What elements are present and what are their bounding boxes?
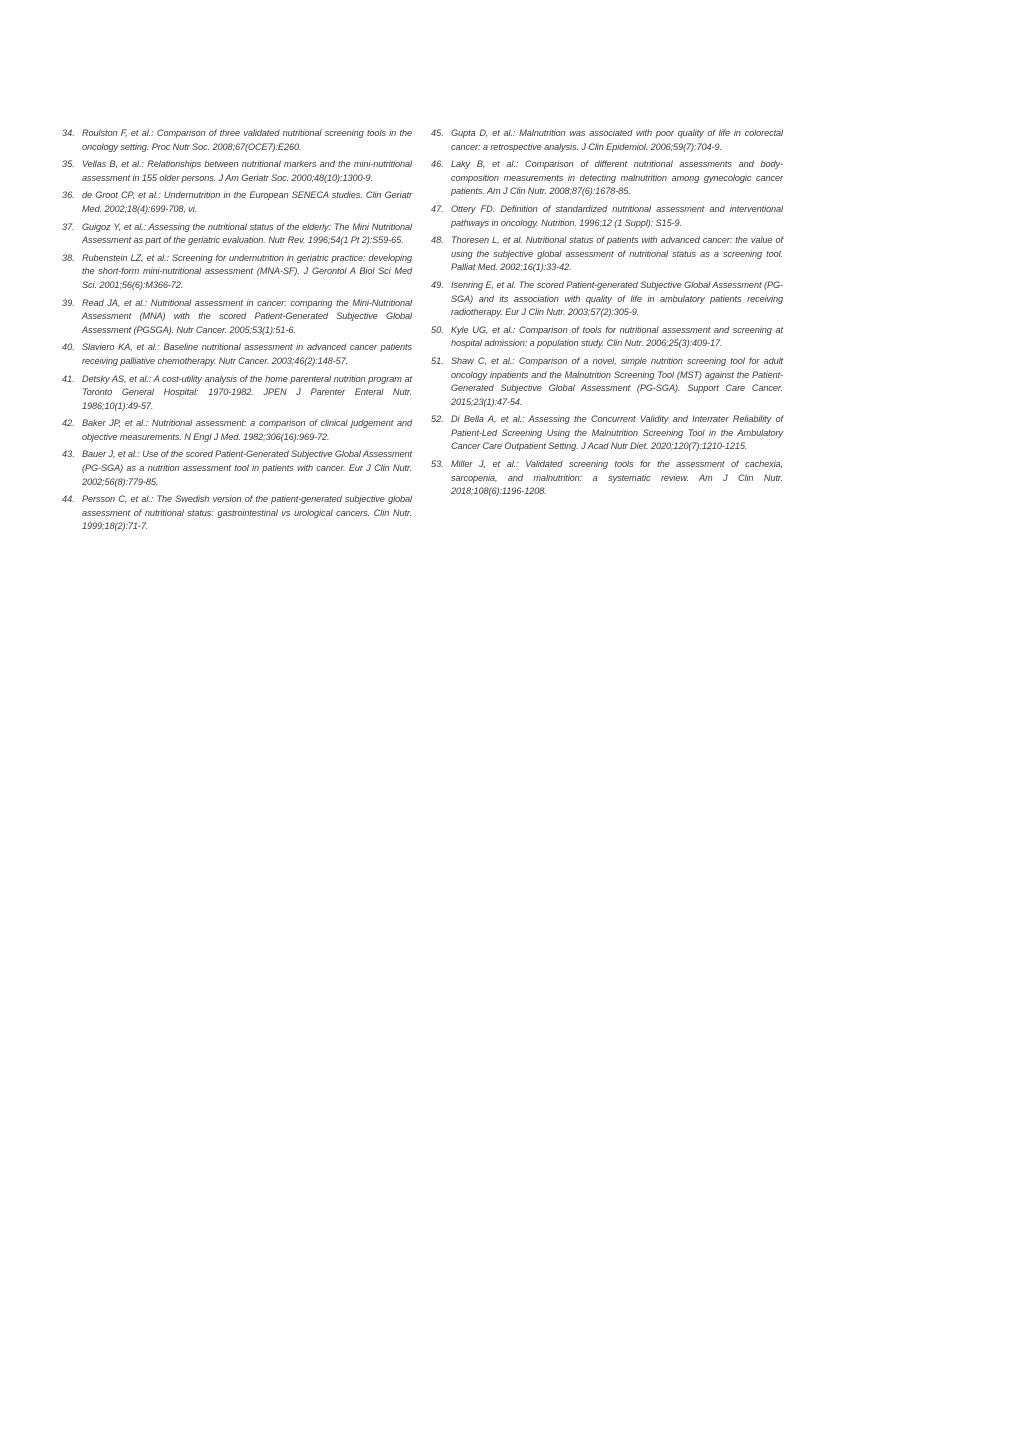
reference-item — [62, 221, 412, 248]
reference-item — [62, 189, 412, 216]
reference-item — [431, 127, 783, 154]
reference-number: 38. — [62, 252, 75, 263]
reference-text: Baker JP, et al.: Nutritional assessment: a comparison of clinical judgement and objective measurements. N Engl J Med. 1982;306(16):969-72. — [82, 418, 412, 442]
reference-item — [62, 158, 412, 185]
reference-item — [431, 203, 783, 230]
reference-text: Laky B, et al.: Comparison of different nutritional assessments and body-composition measurements in detecting malnutrition among gynecologic cancer patients. Am J Clin Nutr. 2008;87(6):1678-85. — [451, 159, 783, 197]
reference-text: Gupta D, et al.: Malnutrition was associated with poor quality of life in colorectal cancer: a retrospective analysis. J Clin Epidemiol. 2006;59(7):704-9. — [451, 128, 783, 152]
reference-number: 39. — [62, 297, 75, 308]
reference-number: 45. — [431, 128, 444, 138]
reference-item — [431, 355, 783, 409]
reference-text: Di Bella A, et al.: Assessing the Concurrent Validity and Interrater Reliability of Patient-Led Screening Using the Malnutrition Screening Tool in the Ambulatory Cancer Care Outpatient Setting. J Acad Nutr Diet. 2020;120(7):1210-1215. — [451, 414, 783, 452]
reference-text: Guigoz Y, et al.: Assessing the nutritional status of the elderly: The Mini Nutritional Assessment as part of the geriatric evaluation. Nutr Rev. 1996;54(1 Pt 2):S59-65. — [82, 221, 412, 246]
reference-text: de Groot CP, et al.: Undernutrition in the European SENECA studies. Clin Geriatr Med. 2002;18(4):699-708, vi. — [82, 190, 412, 214]
reference-text: Rubenstein LZ, et al.: Screening for undernutrition in geriatric practice: developing the short-form mini-nutritional assessment (MNA-SF). J Gerontol A Biol Sci Med Sci. 2001;56(6):M366-72. — [82, 252, 412, 290]
reference-number: 42. — [62, 418, 75, 429]
reference-number: 44. — [62, 494, 75, 505]
reference-item — [431, 158, 783, 199]
reference-number: 35. — [62, 159, 75, 170]
reference-text: Read JA, et al.: Nutritional assessment in cancer: comparing the Mini-Nutritional Assessment (MNA) with the scored Patient-Generated Subjective Global Assessment (PGSGA). Nutr Cancer. 2005;53(1):51-6. — [82, 297, 412, 335]
reference-text: Kyle UG, et al.: Comparison of tools for nutritional assessment and screening at hospital admission: a population study. Clin Nutr. 2006;25(3):409-17. — [451, 324, 783, 349]
reference-item — [62, 297, 412, 338]
reference-item — [431, 234, 783, 275]
reference-text: Isenring E, et al. The scored Patient-generated Subjective Global Assessment (PG-SGA) and its association with quality of life in ambulatory patients receiving radiotherapy. Eur J Clin Nutr. 2003;57(2):305-9. — [451, 279, 783, 318]
references-right-column — [431, 127, 783, 503]
reference-text: Miller J, et al.: Validated screening tools for the assessment of cachexia, sarcopenia, and malnutrition: a systematic review. Am J Clin Nutr. 2018;108(6):1196-1208. — [451, 459, 783, 497]
reference-number: 49. — [431, 279, 444, 290]
reference-number: 36. — [62, 190, 75, 201]
reference-number: 34. — [62, 128, 75, 138]
reference-text: Ottery FD. Definition of standardized nutritional assessment and interventional pathways in oncology. Nutrition. 1996;12 (1 Suppl): S15-9. — [451, 203, 783, 228]
reference-number: 41. — [62, 373, 75, 384]
reference-item — [431, 324, 783, 351]
reference-number: 48. — [431, 235, 444, 246]
reference-number: 37. — [62, 221, 75, 232]
reference-text: Slaviero KA, et al.: Baseline nutritional assessment in advanced cancer patients receiving palliative chemotherapy. Nutr Cancer. 2003;46(2):148-57. — [82, 342, 412, 366]
reference-item — [62, 127, 412, 154]
reference-text: Vellas B, et al.: Relationships between nutritional markers and the mini-nutritional assessment in 155 older persons. J Am Geriatr Soc. 2000;48(10):1300-9. — [82, 159, 412, 183]
reference-number: 53. — [431, 459, 444, 470]
reference-text: Thoresen L, et al. Nutritional status of patients with advanced cancer: the value of using the subjective global assessment of nutritional status as a screening tool. Palliat Med. 2002;16(1):33-42. — [451, 235, 783, 273]
reference-item — [62, 417, 412, 444]
reference-text: Shaw C, et al.: Comparison of a novel, simple nutrition screening tool for adult oncology inpatients and the Malnutrition Screening Tool (MST) against the Patient-Generated Subjective Global Assessment (PG-SGA). Support Care Cancer. 2015;23(1):47-54. — [451, 355, 783, 407]
reference-item — [431, 279, 783, 320]
references-left-column — [62, 127, 412, 538]
reference-number: 40. — [62, 342, 75, 353]
reference-text: Roulston F, et al.: Comparison of three validated nutritional screening tools in the oncology setting. Proc Nutr Soc. 2008;67(OCE7):E260. — [82, 128, 412, 152]
reference-number: 46. — [431, 159, 444, 170]
reference-item — [62, 373, 412, 414]
reference-number: 50. — [431, 324, 444, 335]
reference-item — [62, 341, 412, 368]
reference-item — [431, 458, 783, 499]
reference-item — [62, 252, 412, 293]
reference-item — [431, 413, 783, 454]
reference-text: Bauer J, et al.: Use of the scored Patient-Generated Subjective Global Assessment (PG-SGA) as a nutrition assessment tool in patients with cancer. Eur J Clin Nutr. 2002;56(8):779-85. — [82, 449, 412, 487]
reference-number: 43. — [62, 449, 75, 460]
reference-item — [62, 493, 412, 534]
reference-number: 52. — [431, 414, 444, 425]
reference-text: Persson C, et al.: The Swedish version of the patient-generated subjective global assessment of nutritional status: gastrointestinal vs urological cancers. Clin Nutr. 1999;18(2):71-7. — [82, 494, 412, 532]
reference-number: 47. — [431, 203, 444, 214]
reference-number: 51. — [431, 355, 444, 366]
reference-item — [62, 448, 412, 489]
reference-text: Detsky AS, et al.: A cost-utility analysis of the home parenteral nutrition program at Toronto General Hospital: 1970-1982. JPEN J Parenter Enteral Nutr. 1986;10(1):49-57. — [82, 373, 412, 411]
